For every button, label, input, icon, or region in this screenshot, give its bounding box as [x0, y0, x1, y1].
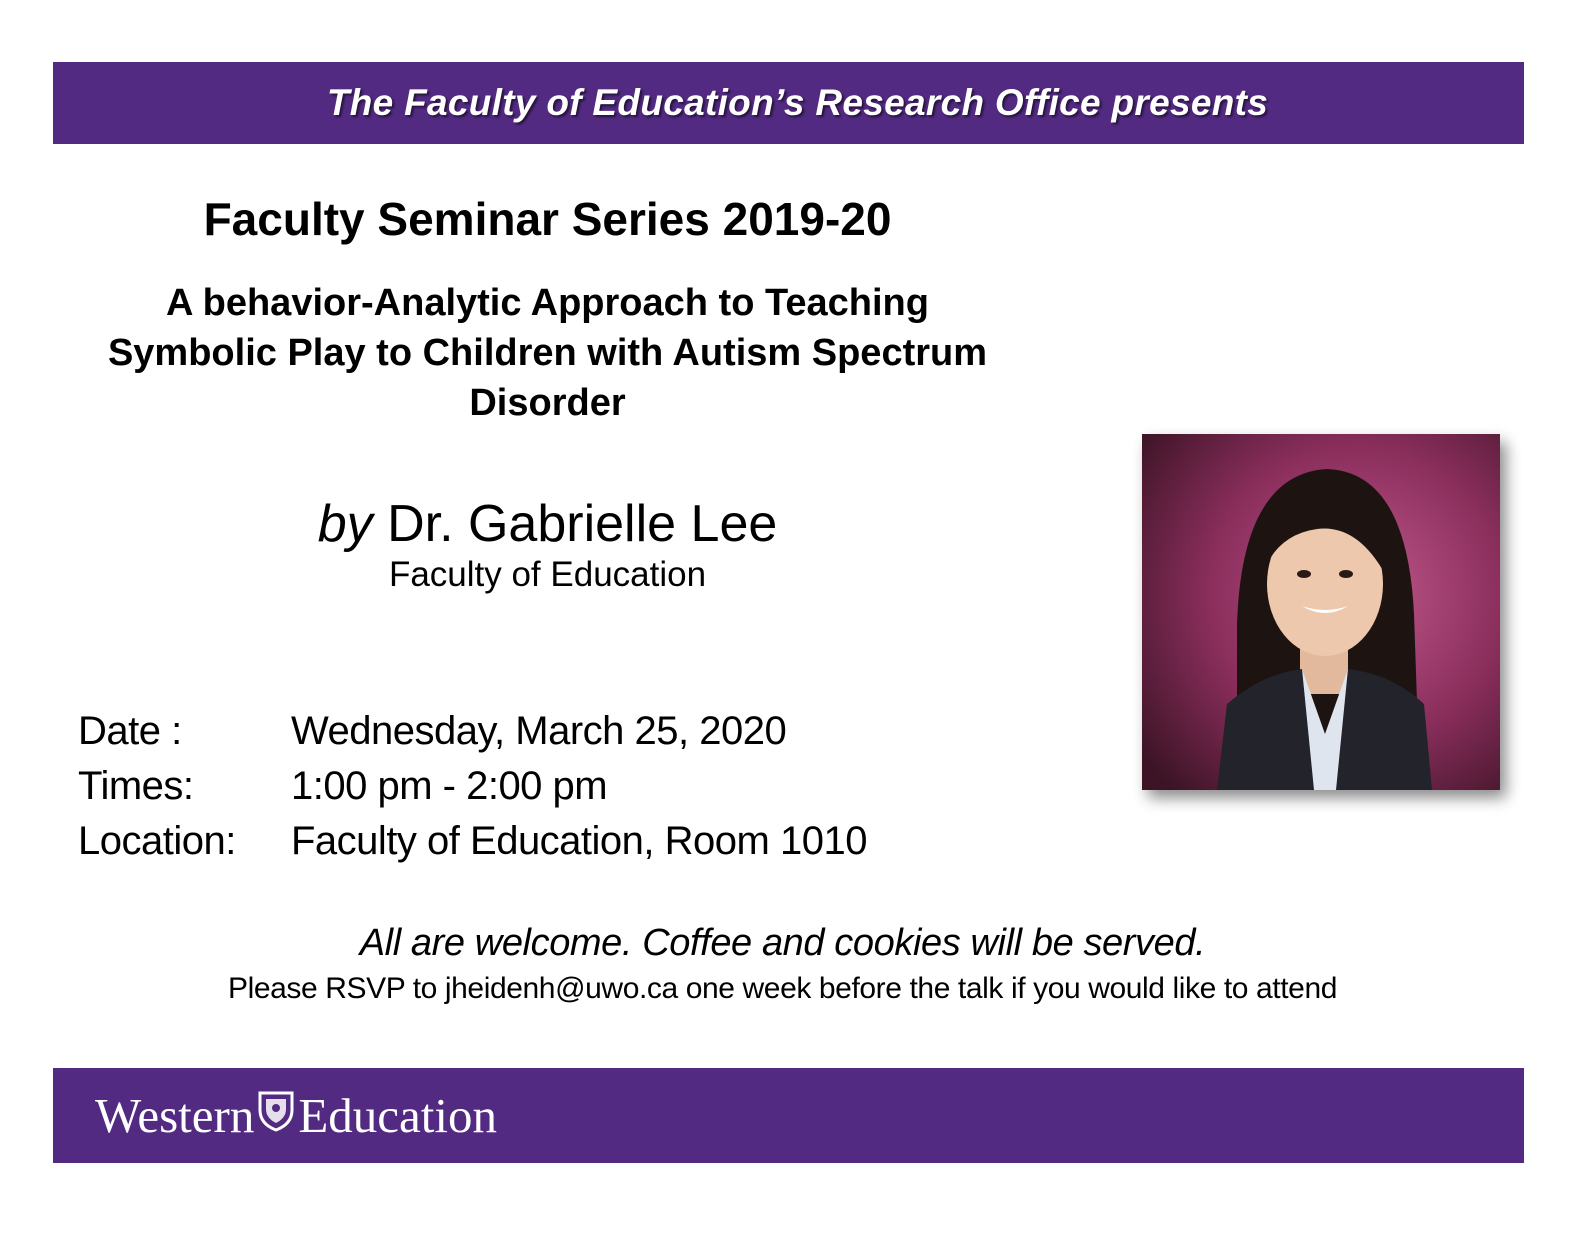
western-education-logo: [95, 1085, 497, 1145]
portrait-image: [1142, 434, 1500, 790]
event-details: [78, 704, 867, 869]
welcome-note: All are welcome. Coffee and cookies will be served.: [359, 922, 1206, 964]
rsvp-note: Please RSVP to jheidenh@uwo.ca one week before the talk if you would like to attend: [227, 972, 1338, 1005]
date-value: Wednesday, March 25, 2020: [291, 709, 787, 753]
location-row: [78, 814, 867, 869]
talk-title-line: A behavior-Analytic Approach to Teaching: [166, 282, 929, 324]
speaker-affiliation: Faculty of Education: [388, 555, 707, 594]
logo-word-education: Education: [298, 1087, 497, 1143]
by-label: by: [317, 495, 373, 553]
logo-word-western: Western: [95, 1087, 255, 1143]
location-value: Faculty of Education, Room 1010: [291, 819, 867, 863]
times-value: 1:00 pm - 2:00 pm: [291, 764, 608, 808]
seminar-series-title: Faculty Seminar Series 2019-20: [203, 193, 892, 245]
shield-icon: [258, 1087, 294, 1144]
talk-title-line: Symbolic Play to Children with Autism Spectrum: [107, 332, 988, 374]
location-label: Location:: [78, 819, 236, 863]
speaker-photo: [1142, 434, 1500, 790]
date-row: [78, 704, 867, 759]
times-label: Times:: [78, 764, 194, 808]
date-label: Date :: [78, 709, 182, 753]
talk-title: [30, 278, 1065, 428]
times-row: [78, 759, 867, 814]
presents-heading: The Faculty of Education’s Research Office presents: [326, 82, 1269, 123]
talk-title-line: Disorder: [469, 382, 626, 424]
speaker-line: [45, 494, 1050, 554]
speaker-name: Dr. Gabrielle Lee: [387, 495, 778, 553]
